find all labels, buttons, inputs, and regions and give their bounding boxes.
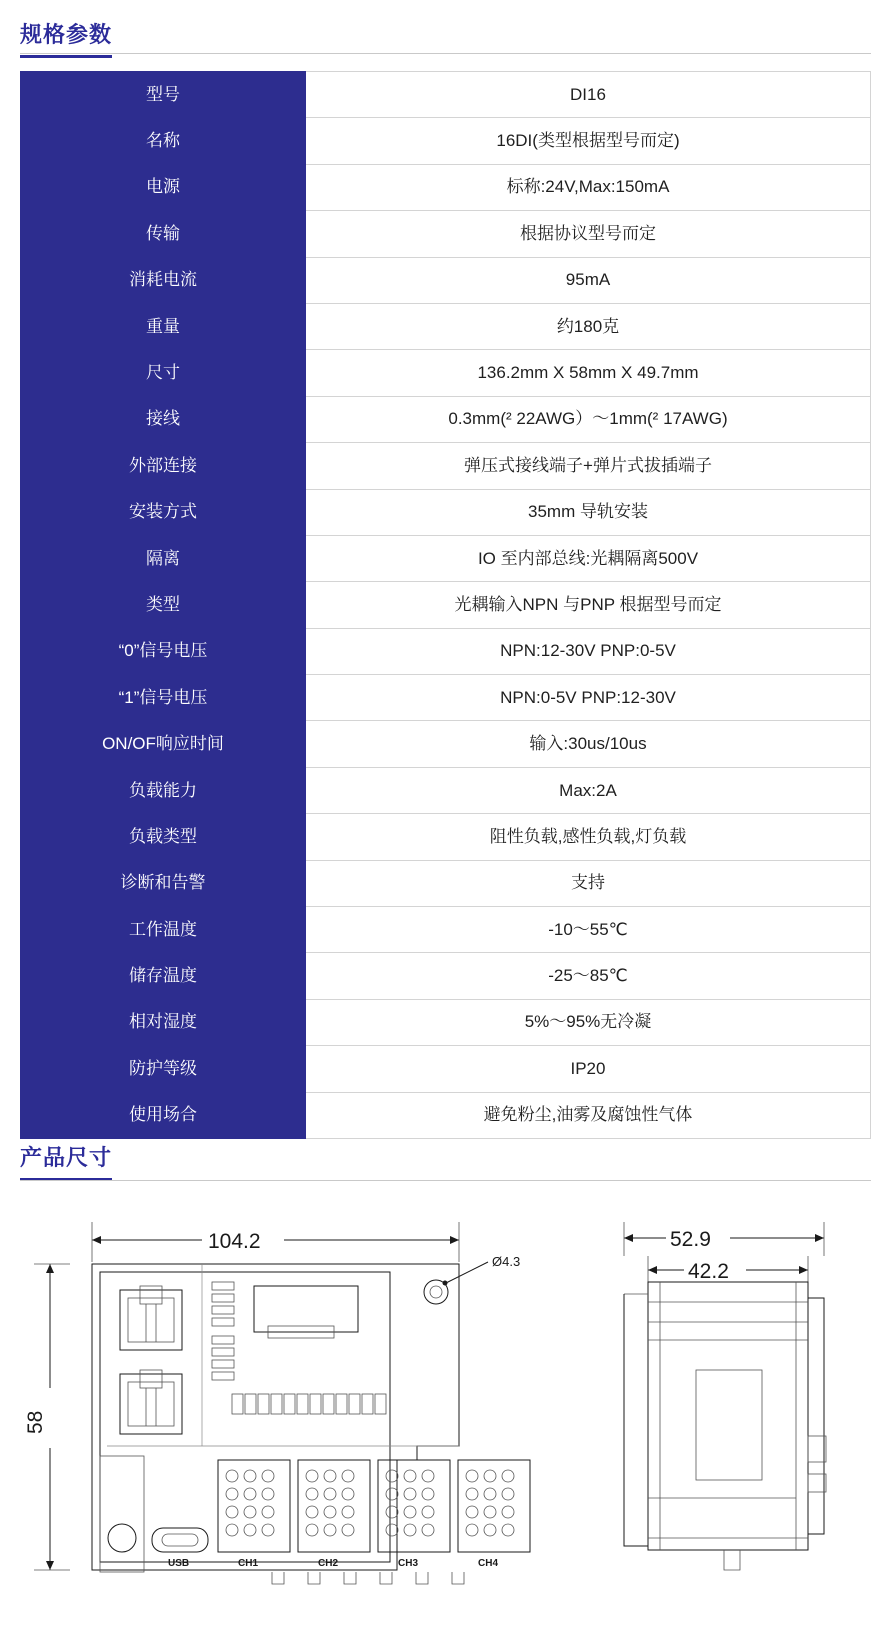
table-row <box>21 350 871 396</box>
table-row <box>21 72 871 118</box>
front-height-label: 58 <box>24 1410 47 1434</box>
spec-label: 传输 <box>21 211 306 257</box>
terminal-block-ch4 <box>458 1460 530 1569</box>
spec-value: -10～55℃ <box>306 907 871 953</box>
front-width-label: 104.2 <box>208 1230 261 1253</box>
spec-value: Max:2A <box>306 767 871 813</box>
table-row <box>21 118 871 164</box>
spec-heading-divider <box>20 53 871 54</box>
side-inner-width-label: 42.2 <box>688 1260 729 1283</box>
spec-label: 储存温度 <box>21 953 306 999</box>
spec-label: 外部连接 <box>21 443 306 489</box>
terminal-block-ch2 <box>298 1460 370 1569</box>
spec-label: 工作温度 <box>21 907 306 953</box>
table-row <box>21 257 871 303</box>
spec-value: IP20 <box>306 1046 871 1092</box>
table-row <box>21 814 871 860</box>
spec-label: 接线 <box>21 396 306 442</box>
table-row <box>21 1092 871 1138</box>
spec-value: 光耦输入NPN 与PNP 根据型号而定 <box>306 582 871 628</box>
table-row <box>21 1046 871 1092</box>
specification-table <box>20 71 871 1139</box>
spec-value: 35mm 导轨安装 <box>306 489 871 535</box>
spec-label: 名称 <box>21 118 306 164</box>
table-row <box>21 489 871 535</box>
channel-label-ch1: CH1 <box>238 1558 259 1569</box>
spec-label: 负载能力 <box>21 767 306 813</box>
spec-value: 标称:24V,Max:150mA <box>306 164 871 210</box>
spec-value: 16DI(类型根据型号而定) <box>306 118 871 164</box>
table-row <box>21 999 871 1045</box>
table-row <box>21 860 871 906</box>
table-row <box>21 582 871 628</box>
side-outer-width-label: 52.9 <box>670 1228 711 1251</box>
spec-label: 尺寸 <box>21 350 306 396</box>
spec-label: 负载类型 <box>21 814 306 860</box>
spec-label: 使用场合 <box>21 1092 306 1138</box>
front-hole-label: Ø4.3 <box>492 1254 521 1269</box>
dimensions-section-title: 产品尺寸 <box>20 1141 112 1181</box>
channel-label-ch3: CH3 <box>398 1558 419 1569</box>
dimensions-heading-divider <box>20 1180 871 1181</box>
channel-label-ch4: CH4 <box>478 1558 499 1569</box>
table-row <box>21 628 871 674</box>
spec-value: 弹压式接线端子+弹片式拔插端子 <box>306 443 871 489</box>
spec-value: IO 至内部总线:光耦隔离500V <box>306 535 871 581</box>
spec-value: DI16 <box>306 72 871 118</box>
table-row <box>21 211 871 257</box>
spec-value: 5%～95%无冷凝 <box>306 999 871 1045</box>
spec-label: “0”信号电压 <box>21 628 306 674</box>
front-usb-label: USB <box>168 1558 190 1569</box>
table-row <box>21 767 871 813</box>
spec-label: 消耗电流 <box>21 257 306 303</box>
spec-label: “1”信号电压 <box>21 675 306 721</box>
spec-label: 诊断和告警 <box>21 860 306 906</box>
table-row <box>21 303 871 349</box>
table-row <box>21 396 871 442</box>
table-row <box>21 721 871 767</box>
dimensions-section-heading-wrap <box>20 1141 112 1181</box>
spec-label: 防护等级 <box>21 1046 306 1092</box>
spec-value: 支持 <box>306 860 871 906</box>
spec-value: 约180克 <box>306 303 871 349</box>
spec-value: 输入:30us/10us <box>306 721 871 767</box>
spec-label: 电源 <box>21 164 306 210</box>
spec-value: NPN:12-30V PNP:0-5V <box>306 628 871 674</box>
specification-table-body <box>21 72 871 1139</box>
spec-value: 避免粉尘,油雾及腐蚀性气体 <box>306 1092 871 1138</box>
spec-value: 95mA <box>306 257 871 303</box>
spec-value: 136.2mm X 58mm X 49.7mm <box>306 350 871 396</box>
spec-section-title: 规格参数 <box>20 18 112 58</box>
channel-label-ch2: CH2 <box>318 1558 339 1569</box>
spec-label: ON/OF响应时间 <box>21 721 306 767</box>
spec-label: 相对湿度 <box>21 999 306 1045</box>
front-view-drawing <box>22 1198 577 1618</box>
spec-label: 重量 <box>21 303 306 349</box>
spec-value: -25～85℃ <box>306 953 871 999</box>
table-row <box>21 953 871 999</box>
spec-label: 隔离 <box>21 535 306 581</box>
terminal-block-ch1 <box>218 1460 290 1569</box>
spec-value: 0.3mm(² 22AWG）～1mm(² 17AWG) <box>306 396 871 442</box>
spec-label: 型号 <box>21 72 306 118</box>
table-row <box>21 535 871 581</box>
table-row <box>21 675 871 721</box>
spec-label: 类型 <box>21 582 306 628</box>
spec-value: 根据协议型号而定 <box>306 211 871 257</box>
table-row <box>21 443 871 489</box>
spec-section-heading-wrap <box>20 18 112 58</box>
side-view-drawing <box>600 1198 880 1618</box>
spec-value: NPN:0-5V PNP:12-30V <box>306 675 871 721</box>
table-row <box>21 907 871 953</box>
spec-label: 安装方式 <box>21 489 306 535</box>
dimension-drawings <box>0 1198 891 1618</box>
table-row <box>21 164 871 210</box>
terminal-block-ch3 <box>378 1460 450 1569</box>
spec-value: 阻性负载,感性负载,灯负载 <box>306 814 871 860</box>
